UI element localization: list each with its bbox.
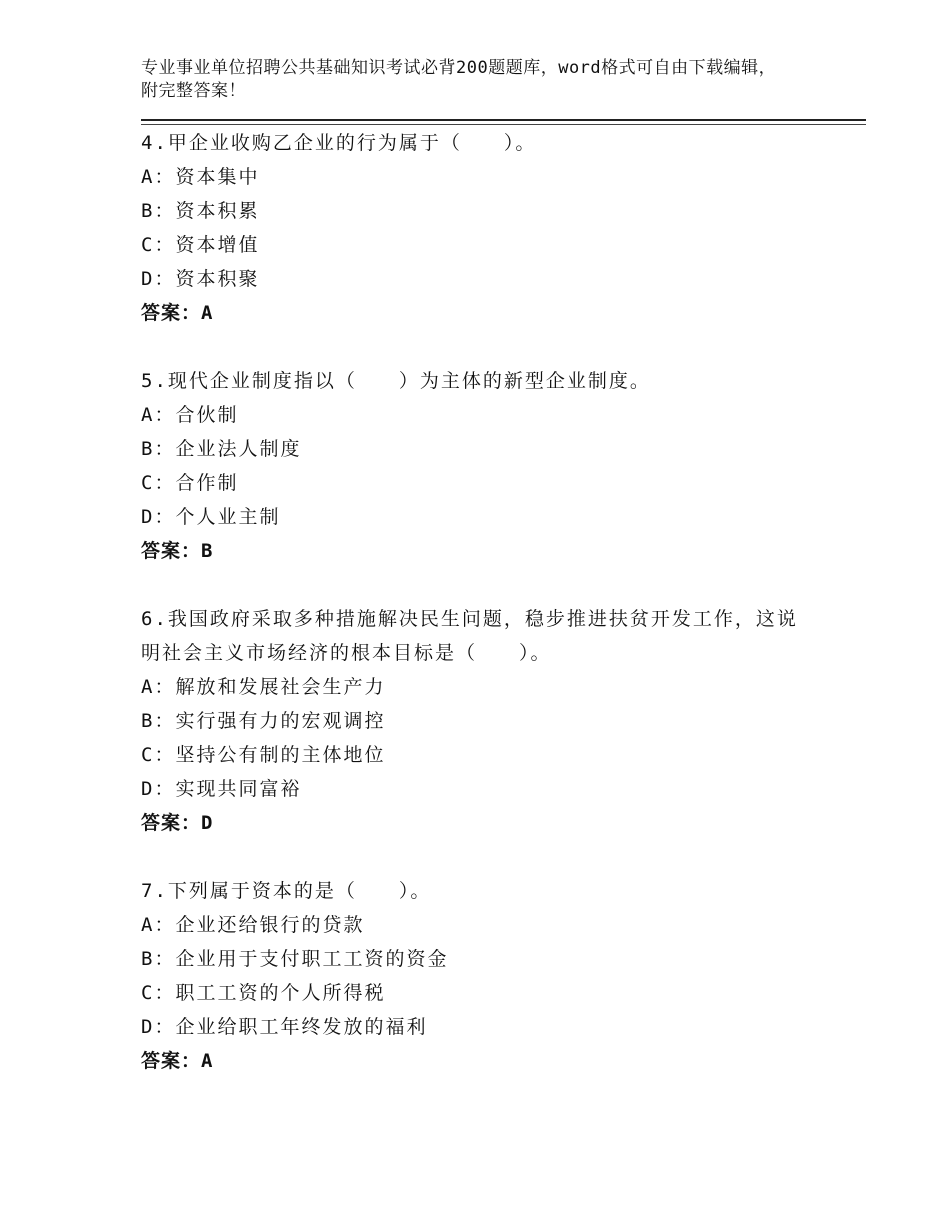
option-b: B：资本积累 (141, 200, 260, 222)
option-d: D：个人业主制 (141, 506, 281, 528)
document-header: 专业事业单位招聘公共基础知识考试必背200题题库，word格式可自由下载编辑，附完整答案！ (141, 58, 777, 101)
answer-line: 答案：A (141, 1050, 214, 1072)
answer-line: 答案：D (141, 812, 214, 834)
option-a: A：企业还给银行的贷款 (141, 914, 365, 936)
header-divider-thick (141, 119, 866, 121)
header-divider-thin (141, 124, 866, 125)
option-d: D：资本积聚 (141, 268, 260, 290)
option-d: D：实现共同富裕 (141, 778, 302, 800)
question-6 (141, 602, 811, 840)
question-stem: 7.下列属于资本的是（ ）。 (141, 880, 432, 902)
option-c: C：资本增值 (141, 234, 260, 256)
question-4 (141, 126, 811, 330)
question-7 (141, 874, 811, 1078)
option-b: B：实行强有力的宏观调控 (141, 710, 386, 732)
option-c: C：职工工资的个人所得税 (141, 982, 386, 1004)
option-c: C：合作制 (141, 472, 239, 494)
option-a: A：合伙制 (141, 404, 239, 426)
option-c: C：坚持公有制的主体地位 (141, 744, 386, 766)
option-d: D：企业给职工年终发放的福利 (141, 1016, 428, 1038)
option-b: B：企业用于支付职工工资的资金 (141, 948, 449, 970)
option-b: B：企业法人制度 (141, 438, 302, 460)
question-5 (141, 364, 811, 568)
option-a: A：解放和发展社会生产力 (141, 676, 386, 698)
question-stem: 4.甲企业收购乙企业的行为属于（ ）。 (141, 132, 537, 154)
question-stem: 6.我国政府采取多种措施解决民生问题，稳步推进扶贫开发工作，这说明社会主义市场经济的根本目标是（ ）。 (141, 608, 798, 664)
option-a: A：资本集中 (141, 166, 260, 188)
answer-line: 答案：B (141, 540, 214, 562)
question-stem: 5.现代企业制度指以（ ）为主体的新型企业制度。 (141, 370, 651, 392)
question-list (141, 126, 811, 1112)
answer-line: 答案：A (141, 302, 214, 324)
